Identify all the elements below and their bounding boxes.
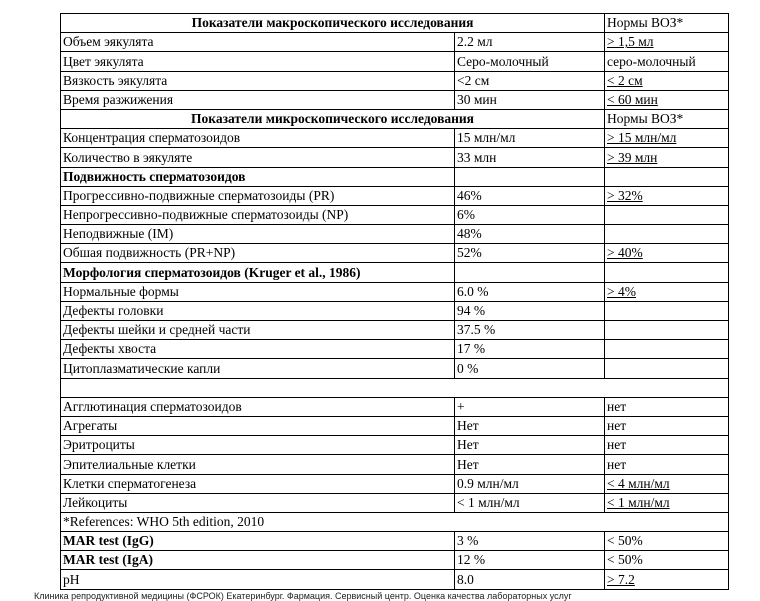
row-norm: > 7.2 bbox=[605, 570, 729, 589]
motility-title: Подвижность сперматозоидов bbox=[61, 167, 455, 186]
row-norm: нет bbox=[605, 416, 729, 435]
row-value: <2 см bbox=[455, 71, 605, 90]
table-row bbox=[61, 493, 729, 512]
row-value: 94 % bbox=[455, 301, 605, 320]
row-norm: < 60 мин bbox=[605, 90, 729, 109]
row-value: 6% bbox=[455, 205, 605, 224]
row-norm: < 50% bbox=[605, 551, 729, 570]
norms-header: Нормы ВОЗ* bbox=[605, 14, 729, 33]
spacer-row bbox=[61, 378, 729, 397]
row-norm: > 1,5 мл bbox=[605, 33, 729, 52]
row-norm: нет bbox=[605, 436, 729, 455]
row-label: Цвет эякулята bbox=[61, 52, 455, 71]
row-value: 8.0 bbox=[455, 570, 605, 589]
table-row bbox=[61, 244, 729, 263]
row-label: MAR test (IgG) bbox=[61, 532, 455, 551]
row-label: Количество в эякуляте bbox=[61, 148, 455, 167]
row-value: 0.9 млн/мл bbox=[455, 474, 605, 493]
row-value: + bbox=[455, 397, 605, 416]
row-label: Дефекты шейки и средней части bbox=[61, 321, 455, 340]
row-label: Объем эякулята bbox=[61, 33, 455, 52]
row-norm: нет bbox=[605, 455, 729, 474]
row-label: Дефекты хвоста bbox=[61, 340, 455, 359]
references-row bbox=[61, 512, 729, 531]
row-norm: > 32% bbox=[605, 186, 729, 205]
row-label: pH bbox=[61, 570, 455, 589]
table-row bbox=[61, 532, 729, 551]
table-body bbox=[61, 14, 729, 590]
row-label: Концентрация сперматозоидов bbox=[61, 129, 455, 148]
row-value: 15 млн/мл bbox=[455, 129, 605, 148]
macro-title: Показатели макроскопического исследования bbox=[61, 14, 605, 33]
row-value: 2.2 мл bbox=[455, 33, 605, 52]
row-label: Нормальные формы bbox=[61, 282, 455, 301]
table-row bbox=[61, 71, 729, 90]
row-norm: > 4% bbox=[605, 282, 729, 301]
row-norm bbox=[605, 340, 729, 359]
row-label: Эритроциты bbox=[61, 436, 455, 455]
table-row bbox=[61, 282, 729, 301]
table-row bbox=[61, 359, 729, 378]
row-label: Эпителиальные клетки bbox=[61, 455, 455, 474]
row-norm bbox=[605, 359, 729, 378]
section-row bbox=[61, 167, 729, 186]
table-row bbox=[61, 90, 729, 109]
row-value: 37.5 % bbox=[455, 321, 605, 340]
table-row bbox=[61, 416, 729, 435]
table-row bbox=[61, 570, 729, 589]
empty-cell bbox=[605, 263, 729, 282]
row-value: 0 % bbox=[455, 359, 605, 378]
row-norm bbox=[605, 321, 729, 340]
table-row bbox=[61, 301, 729, 320]
row-value: 33 млн bbox=[455, 148, 605, 167]
row-norm bbox=[605, 301, 729, 320]
row-norm: < 50% bbox=[605, 532, 729, 551]
row-norm: < 4 млн/мл bbox=[605, 474, 729, 493]
morphology-title: Морфология сперматозоидов (Kruger et al., 1986) bbox=[61, 263, 455, 282]
table-row bbox=[61, 186, 729, 205]
empty-cell bbox=[455, 263, 605, 282]
row-norm: серо-молочный bbox=[605, 52, 729, 71]
table-row bbox=[61, 340, 729, 359]
row-value: Нет bbox=[455, 416, 605, 435]
micro-title: Показатели микроскопического исследования bbox=[61, 109, 605, 128]
table-row bbox=[61, 33, 729, 52]
row-value: 17 % bbox=[455, 340, 605, 359]
row-value: Нет bbox=[455, 455, 605, 474]
table-row bbox=[61, 474, 729, 493]
empty-cell bbox=[61, 378, 729, 397]
row-label: Вязкость эякулята bbox=[61, 71, 455, 90]
row-label: Цитоплазматические капли bbox=[61, 359, 455, 378]
table-row bbox=[61, 129, 729, 148]
table-row bbox=[61, 148, 729, 167]
row-label: Неподвижные (IM) bbox=[61, 225, 455, 244]
row-norm bbox=[605, 225, 729, 244]
micro-header-row bbox=[61, 109, 729, 128]
row-value: 3 % bbox=[455, 532, 605, 551]
row-norm: нет bbox=[605, 397, 729, 416]
row-value: 46% bbox=[455, 186, 605, 205]
row-norm: < 2 см bbox=[605, 71, 729, 90]
table-row bbox=[61, 321, 729, 340]
row-label: Дефекты головки bbox=[61, 301, 455, 320]
row-value: 52% bbox=[455, 244, 605, 263]
empty-cell bbox=[605, 167, 729, 186]
row-value: 12 % bbox=[455, 551, 605, 570]
footer-text: Клиника репродуктивной медицины (ФСРОК) Екатеринбург. Фармация. Сервисный центр. Оценка качества лабораторных услуг bbox=[34, 591, 572, 601]
row-value: Серо-молочный bbox=[455, 52, 605, 71]
row-norm: > 15 млн/мл bbox=[605, 129, 729, 148]
row-label: Клетки сперматогенеза bbox=[61, 474, 455, 493]
row-value: 30 мин bbox=[455, 90, 605, 109]
row-value: 6.0 % bbox=[455, 282, 605, 301]
table-row bbox=[61, 205, 729, 224]
row-norm: > 39 млн bbox=[605, 148, 729, 167]
row-value: < 1 млн/мл bbox=[455, 493, 605, 512]
row-label: Агрегаты bbox=[61, 416, 455, 435]
table-row bbox=[61, 52, 729, 71]
table-row bbox=[61, 551, 729, 570]
row-label: Агглютинация сперматозоидов bbox=[61, 397, 455, 416]
macro-header-row bbox=[61, 14, 729, 33]
row-label: Прогрессивно-подвижные сперматозоиды (PR) bbox=[61, 186, 455, 205]
semen-analysis-table bbox=[60, 13, 729, 590]
references-note: *References: WHO 5th edition, 2010 bbox=[61, 512, 729, 531]
norms-header: Нормы ВОЗ* bbox=[605, 109, 729, 128]
row-label: Обшая подвижность (PR+NP) bbox=[61, 244, 455, 263]
table-row bbox=[61, 436, 729, 455]
table-row bbox=[61, 397, 729, 416]
row-value: Нет bbox=[455, 436, 605, 455]
table-row bbox=[61, 455, 729, 474]
table-row bbox=[61, 225, 729, 244]
row-label: Непрогрессивно-подвижные сперматозоиды (NP) bbox=[61, 205, 455, 224]
section-row bbox=[61, 263, 729, 282]
empty-cell bbox=[455, 167, 605, 186]
row-norm: < 1 млн/мл bbox=[605, 493, 729, 512]
row-norm bbox=[605, 205, 729, 224]
row-label: Лейкоциты bbox=[61, 493, 455, 512]
row-value: 48% bbox=[455, 225, 605, 244]
row-norm: > 40% bbox=[605, 244, 729, 263]
row-label: Время разжижения bbox=[61, 90, 455, 109]
row-label: MAR test (IgA) bbox=[61, 551, 455, 570]
